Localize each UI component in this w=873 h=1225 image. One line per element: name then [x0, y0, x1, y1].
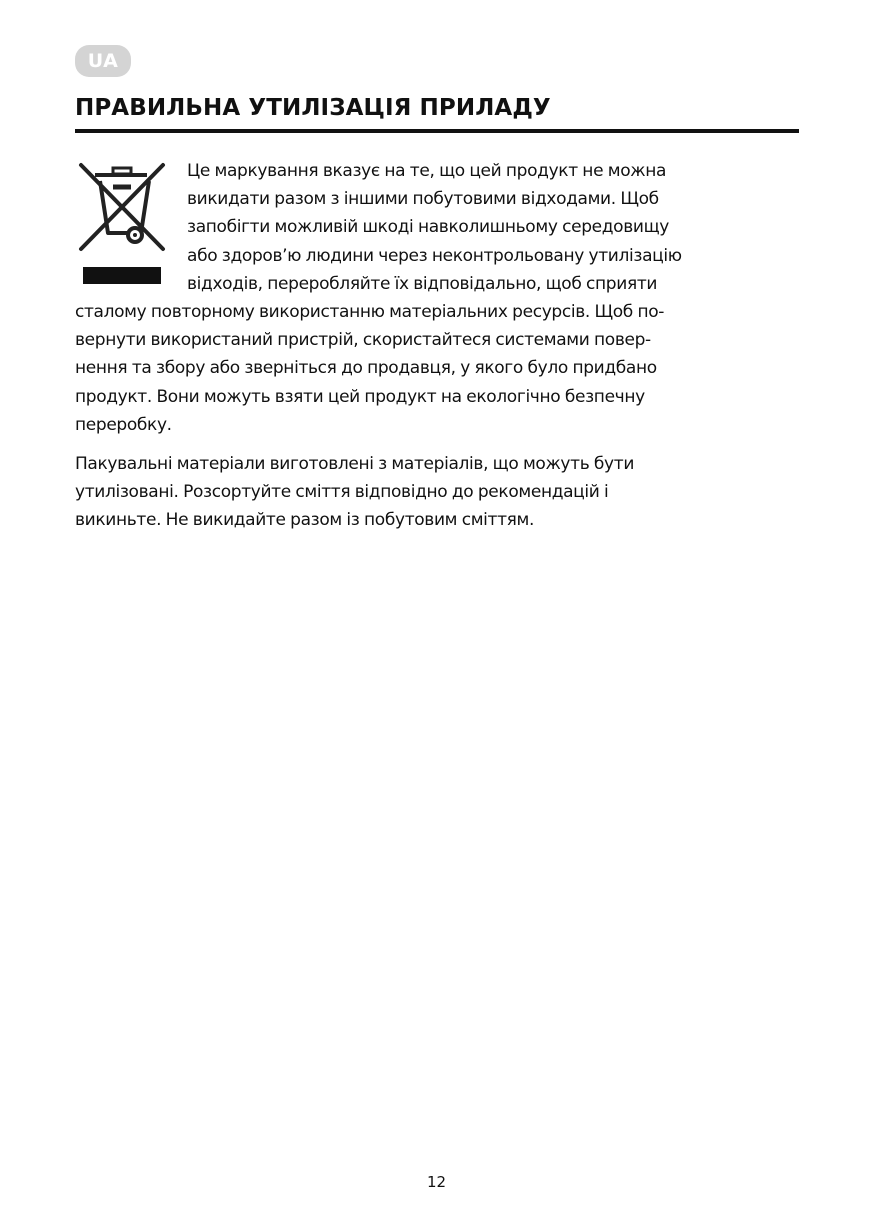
title-underline	[75, 129, 799, 133]
paragraph-line: переробку.	[75, 414, 172, 435]
paragraph-line: Це маркування вказує на те, що цей продукт не можна	[187, 161, 667, 181]
paragraph-line: вернути використаний пристрій, скористайтеся системами повер-	[75, 330, 651, 351]
disposal-content	[75, 157, 799, 535]
paragraph-line: викиньте. Не викидайте разом із побутовим сміттям.	[75, 510, 535, 531]
paragraph-line: викидати разом з іншими побутовими відходами. Щоб	[187, 189, 659, 210]
page-number: 12	[426, 1173, 447, 1191]
paragraph-line: нення та збору або зверніться до продавця, у якого було придбано	[75, 358, 657, 379]
page-title: ПРАВИЛЬНА УТИЛІЗАЦІЯ ПРИЛАДУ	[75, 95, 551, 121]
disposal-paragraph	[75, 157, 799, 439]
paragraph-line: або здоров’ю людини через неконтрольовану утилізацію	[187, 245, 682, 266]
paragraph-line: продукт. Вони можуть взяти цей продукт на екологічно безпечну	[75, 386, 645, 407]
paragraph-line: утилізовані. Розсортуйте сміття відповідно до рекомендацій і	[75, 482, 609, 503]
crossed-out-wheelie-bin-icon	[75, 157, 175, 297]
paragraph-line: запобігти можливій шкоді навколишньому середовищу	[187, 217, 669, 238]
language-badge: UA	[75, 45, 131, 77]
paragraph-line: відходів, переробляйте їх відповідально, щоб сприяти	[187, 273, 658, 294]
paragraph-line: сталому повторному використанню матеріальних ресурсів. Щоб по-	[75, 302, 665, 323]
paragraph-line: Пакувальні матеріали виготовлені з матеріалів, що можуть бути	[75, 454, 635, 475]
packaging-paragraph	[75, 450, 799, 535]
